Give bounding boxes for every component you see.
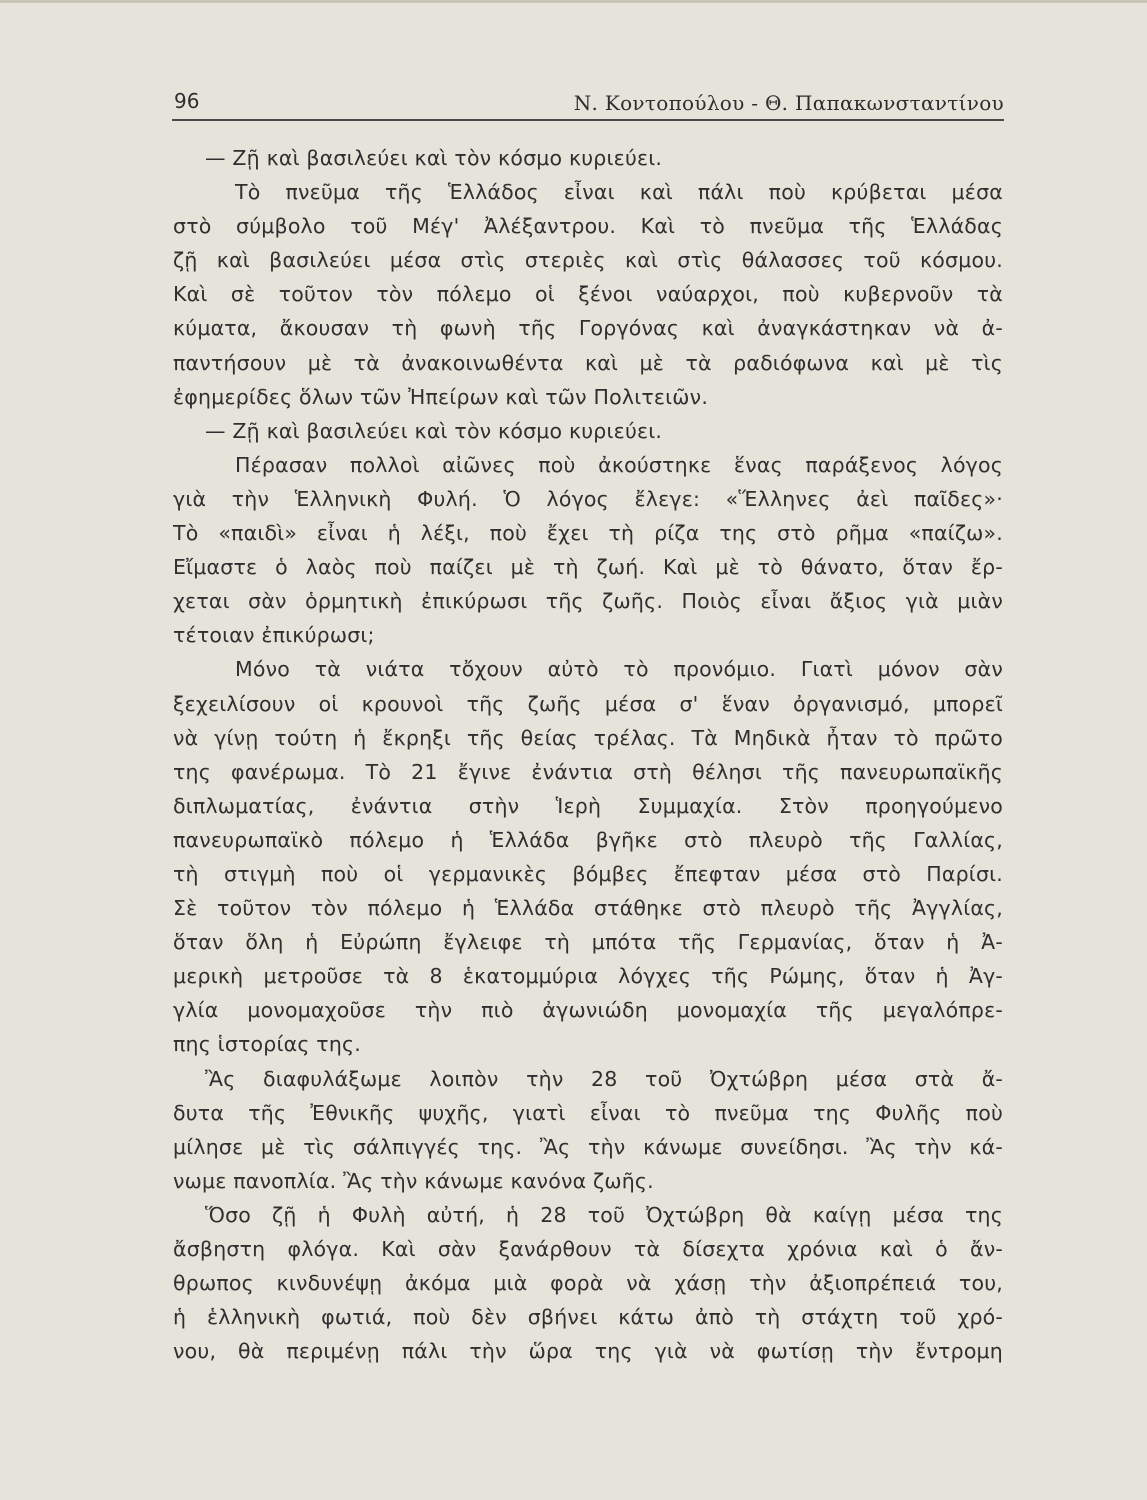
text-line: ξεχειλίσουν οἱ κρουνοὶ τῆς ζωῆς μέσα σ' ἕναν ὀργανισμό, μπορεῖ — [173, 691, 1003, 716]
text-line: της φανέρωμα. Τὸ 21 ἔγινε ἐνάντια στὴ θέλησι τῆς πανευρωπαϊκῆς — [173, 759, 1003, 784]
text-line: στὸ σύμβολο τοῦ Μέγ' Ἀλέξαντρου. Καὶ τὸ πνεῦμα τῆς Ἑλλάδας — [173, 214, 1003, 239]
text-line: Σὲ τοῦτον τὸν πόλεμο ἡ Ἑλλάδα στάθηκε στὸ πλευρὸ τῆς Ἀγγλίας, — [173, 896, 1003, 921]
text-line: Ὅσο ζῇ ἡ Φυλὴ αὐτή, ἡ 28 τοῦ Ὀχτώβρη θὰ καίγῃ μέσα της — [205, 1202, 1003, 1227]
text-line: γλία μονομαχοῦσε τὴν πιὸ ἀγωνιώδη μονομαχία τῆς μεγαλόπρε- — [173, 998, 1003, 1023]
text-line: Καὶ σὲ τοῦτον τὸν πόλεμο οἱ ξένοι ναύαρχοι, ποὺ κυβερνοῦν τὰ — [173, 282, 1003, 307]
text-line: τέτοιαν ἐπικύρωσι; — [173, 623, 375, 648]
text-line: Τὸ «παιδὶ» εἶναι ἡ λέξι, ποὺ ἔχει τὴ ρίζα της στὸ ρῆμα «παίζω». — [173, 521, 1003, 546]
text-line: ἄσβηστη φλόγα. Καὶ σὰν ξανάρθουν τὰ δίσεχτα χρόνια καὶ ὁ ἄν- — [173, 1237, 1003, 1261]
text-line: θρωπος κινδυνέψῃ ἀκόμα μιὰ φορὰ νὰ χάσῃ τὴν ἀξιοπρέπειά του, — [173, 1271, 1003, 1296]
page-header — [172, 89, 1004, 121]
text-line: Πέρασαν πολλοὶ αἰῶνες ποὺ ἀκούστηκε ἕνας παράξενος λόγος — [235, 452, 1003, 477]
text-line: Τὸ πνεῦμα τῆς Ἑλλάδος εἶναι καὶ πάλι ποὺ κρύβεται μέσα — [235, 180, 1003, 205]
text-line: μερικὴ μετροῦσε τὰ 8 ἑκατομμύρια λόγχες τῆς Ρώμης, ὅταν ἡ Ἀγ- — [173, 964, 1003, 989]
text-line: νωμε πανοπλία. Ἂς τὴν κάνωμε κανόνα ζωῆς. — [173, 1168, 654, 1193]
text-line: πανευρωπαϊκὸ πόλεμο ἡ Ἑλλάδα βγῆκε στὸ πλευρὸ τῆς Γαλλίας, — [173, 827, 1003, 852]
text-line: δυτα τῆς Ἐθνικῆς ψυχῆς, γιατὶ εἶναι τὸ πνεῦμα της Φυλῆς ποὺ — [173, 1100, 1003, 1125]
page-number: 96 — [174, 89, 200, 113]
text-line: ἐφημερίδες ὅλων τῶν Ἠπείρων καὶ τῶν Πολιτειῶν. — [173, 384, 709, 409]
text-line: παντήσουν μὲ τὰ ἀνακοινωθέντα καὶ μὲ τὰ ραδιόφωνα καὶ μὲ τὶς — [173, 350, 1003, 375]
text-line: νὰ γίνῃ τούτη ἡ ἔκρηξι τῆς θείας τρέλας. Τὰ Μηδικὰ ἦταν τὸ πρῶτο — [173, 725, 1003, 750]
body-text — [173, 141, 1003, 1368]
text-line: μίλησε μὲ τὶς σάλπιγγές της. Ἂς τὴν κάνωμε συνείδησι. Ἂς τὴν κά- — [173, 1134, 1003, 1159]
text-line: κύματα, ἄκουσαν τὴ φωνὴ τῆς Γοργόνας καὶ ἀναγκάστηκαν νὰ ἀ- — [173, 316, 1003, 341]
text-line: νου, θὰ περιμένῃ πάλι τὴν ὥρα της γιὰ νὰ φωτίσῃ τὴν ἔντρομη — [173, 1339, 1003, 1364]
text-line: ζῇ καὶ βασιλεύει μέσα στὶς στεριὲς καὶ στὶς θάλασσες τοῦ κόσμου. — [173, 248, 1003, 273]
text-line: ὅταν ὅλη ἡ Εὐρώπη ἔγλειφε τὴ μπότα τῆς Γερμανίας, ὅταν ἡ Ἀ- — [173, 930, 1003, 955]
text-line: ἡ ἑλληνικὴ φωτιά, ποὺ δὲν σβήνει κάτω ἀπὸ τὴ στάχτη τοῦ χρό- — [173, 1305, 1003, 1330]
text-line: Ἂς διαφυλάξωμε λοιπὸν τὴν 28 τοῦ Ὀχτώβρη μέσα στὰ ἄ- — [205, 1066, 1003, 1091]
text-line: — Ζῇ καὶ βασιλεύει καὶ τὸν κόσμο κυριεύει. — [205, 418, 663, 443]
text-line: Εἴμαστε ὁ λαὸς ποὺ παίζει μὲ τὴ ζωή. Καὶ μὲ τὸ θάνατο, ὅταν ἔρ- — [173, 555, 1003, 580]
text-line: — Ζῇ καὶ βασιλεύει καὶ τὸν κόσμο κυριεύει. — [205, 146, 663, 170]
text-line: χεται σὰν ὁρμητικὴ ἐπικύρωσι τῆς ζωῆς. Ποιὸς εἶναι ἄξιος γιὰ μιὰν — [173, 589, 1003, 614]
text-line: διπλωματίας, ἐνάντια στὴν Ἱερὴ Συμμαχία. Στὸν προηγούμενο — [173, 793, 1003, 818]
text-line: πης ἱστορίας της. — [173, 1032, 361, 1057]
running-head: Ν. Κοντοπούλου - Θ. Παπακωνσταντίνου — [573, 91, 1004, 115]
text-line: γιὰ τὴν Ἑλληνικὴ Φυλή. Ὁ λόγος ἔλεγε: «Ἕλληνες ἀεὶ παῖδες»· — [173, 486, 1003, 511]
text-line: Μόνο τὰ νιάτα τὄχουν αὐτὸ τὸ προνόμιο. Γιατὶ μόνον σὰν — [235, 657, 1003, 682]
text-line: τὴ στιγμὴ ποὺ οἱ γερμανικὲς βόμβες ἔπεφταν μέσα στὸ Παρίσι. — [173, 861, 1003, 886]
